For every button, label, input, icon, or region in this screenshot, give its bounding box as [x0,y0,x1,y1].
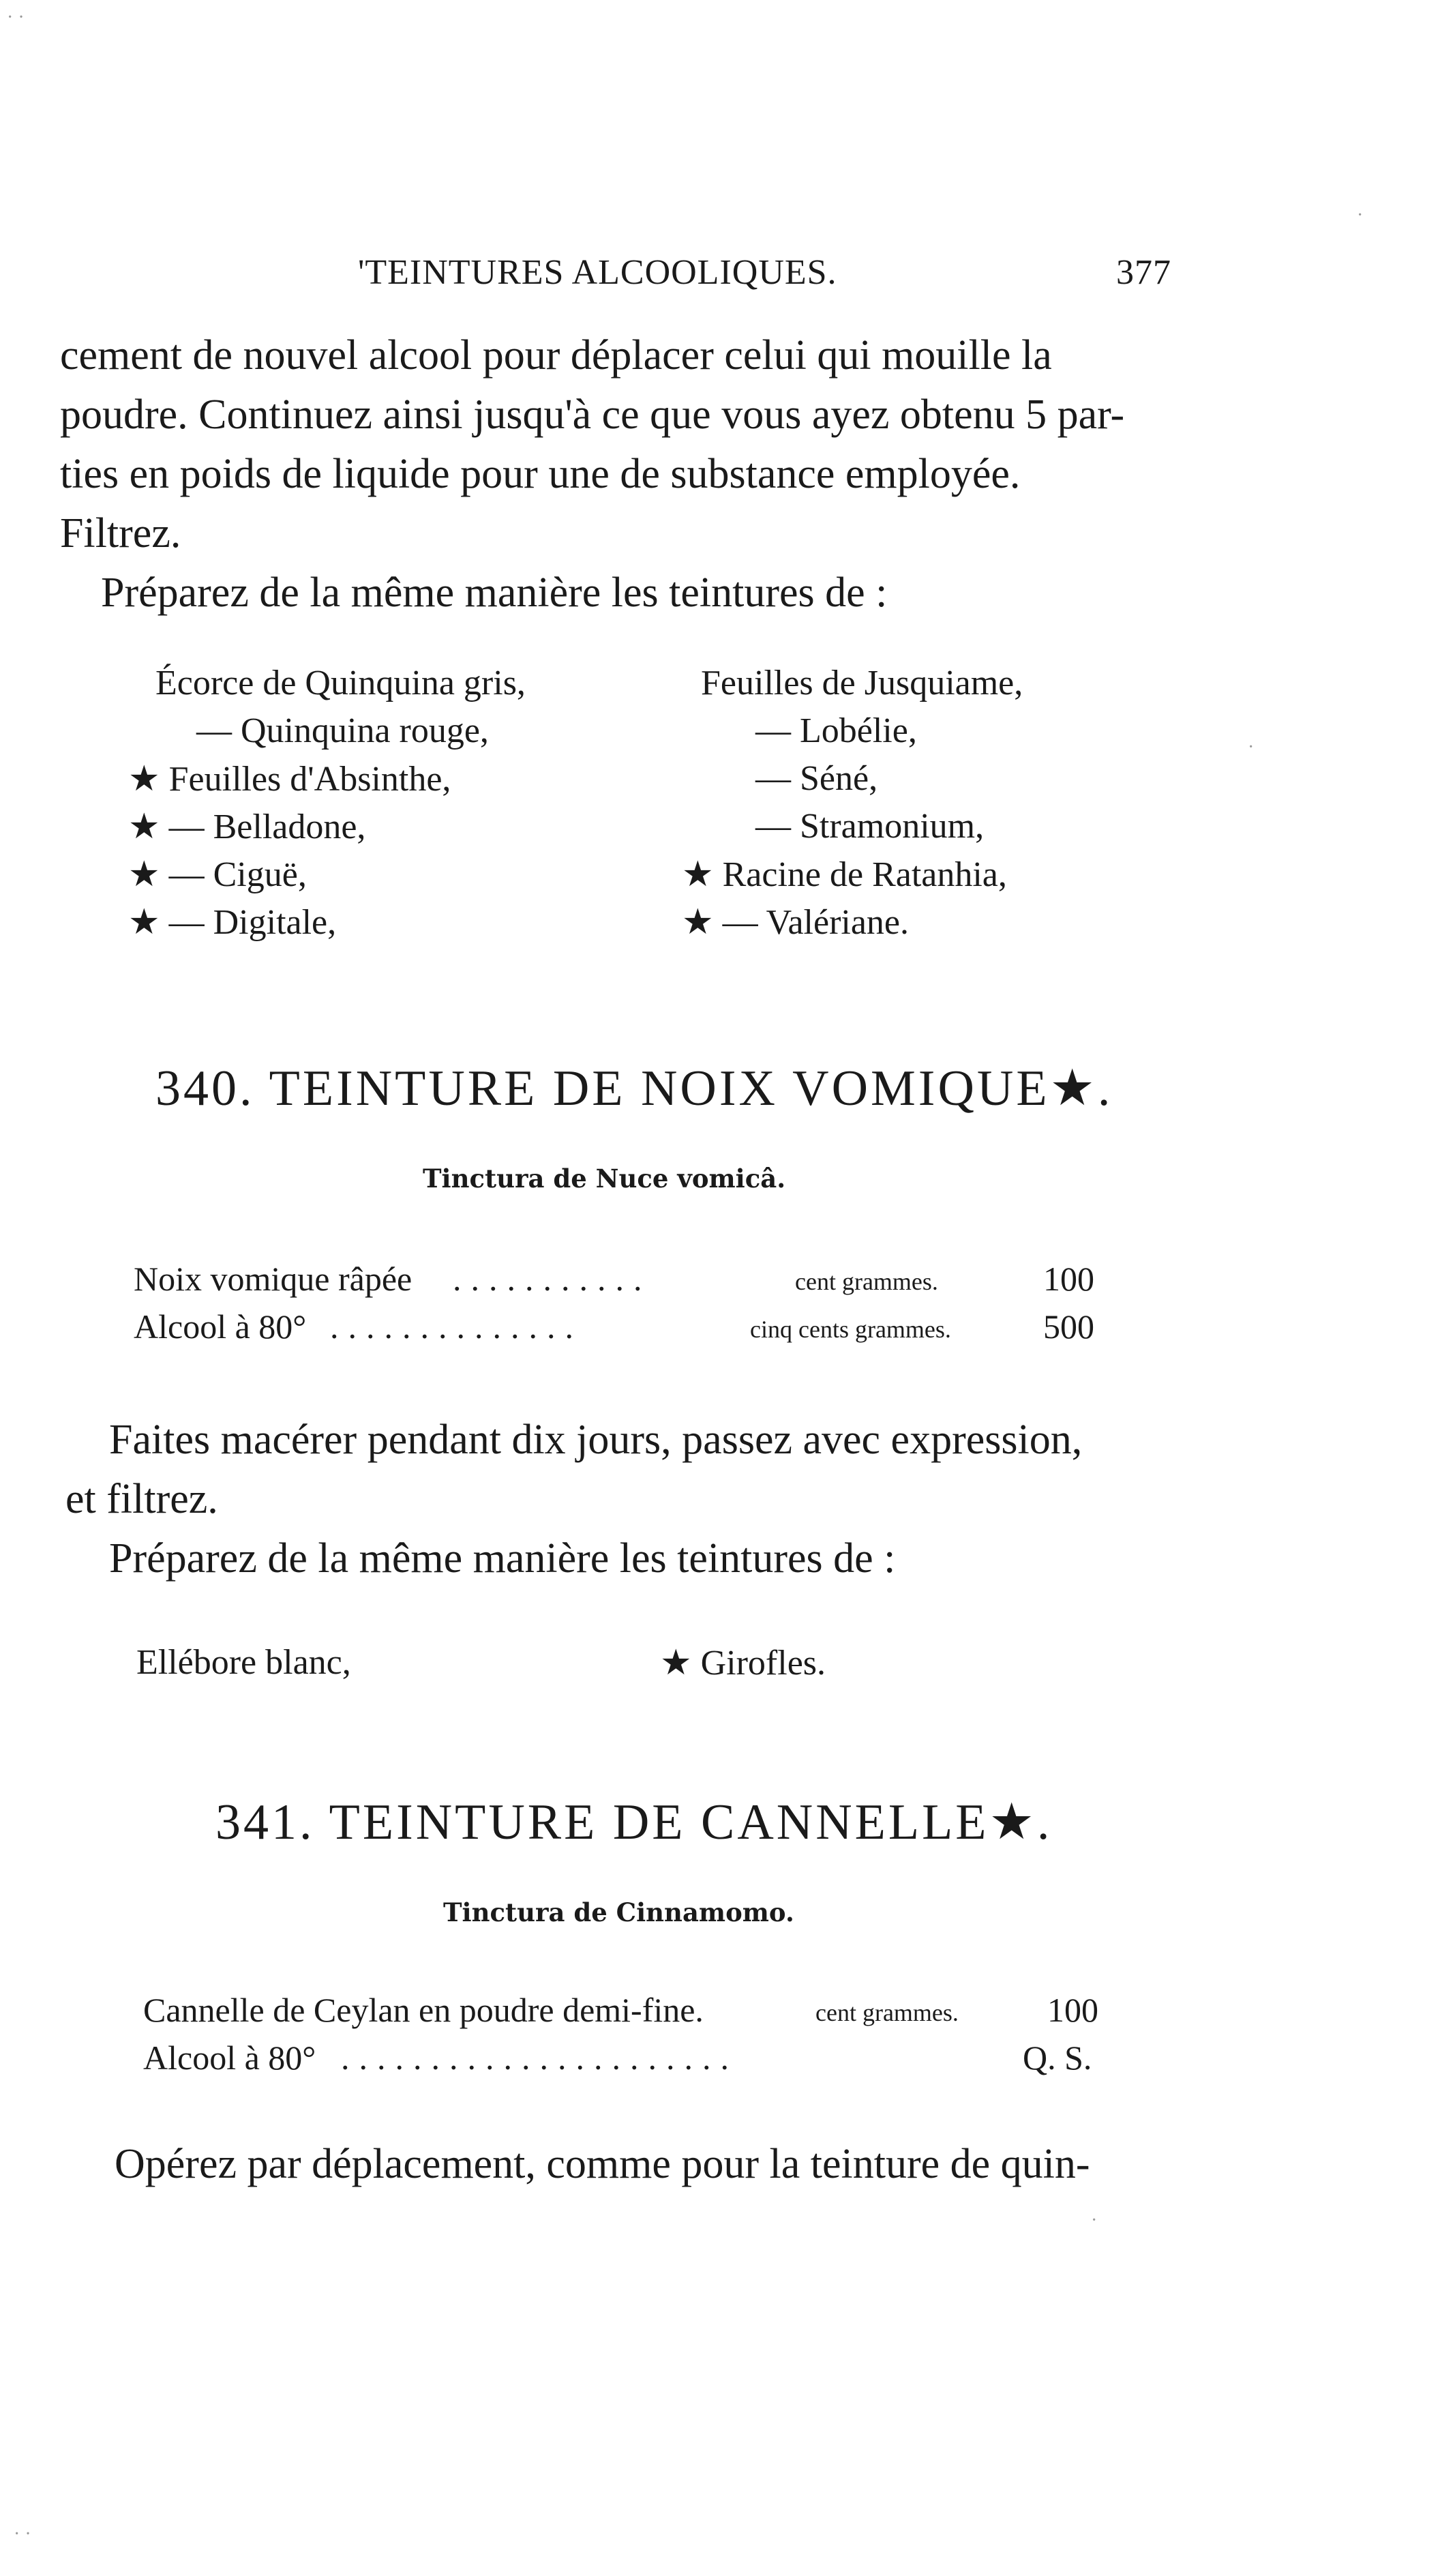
list-item: ★ Racine de Ratanhia, [682,855,1007,894]
list-item: Feuilles de Jusquiame, [701,664,1023,702]
scan-speck: · [1357,205,1364,226]
recipe-unit: cent grammes. [795,1268,938,1295]
list-item: ★ Feuilles d'Absinthe, [128,760,451,799]
section-340-latin-title: Tinctura de Nuce vomicâ. [423,1164,786,1194]
running-title: 'TEINTURES ALCOOLIQUES. [358,253,837,292]
scan-speck: · · [7,7,25,28]
recipe-item: Alcool à 80° [134,1307,307,1346]
scan-speck: · · [14,2523,31,2545]
recipe-item: Noix vomique râpée [134,1260,412,1298]
list-item: Écorce de Quinquina gris, [155,664,526,702]
list-item: ★ — Belladone, [128,808,366,846]
intro-line-1: cement de nouvel alcool pour déplacer celui qui mouille la [60,332,1052,379]
intro-line-2: poudre. Continuez ainsi jusqu'à ce que vous ayez obtenu 5 par- [60,391,1125,438]
section-340-para-line-2: et filtrez. [65,1476,218,1522]
list-item: — Stramonium, [755,807,985,846]
recipe-leader: ...................... [341,2039,738,2077]
intro-line-3: ties en poids de liquide pour une de substance employée. [60,451,1021,497]
recipe-unit: cinq cents grammes. [750,1316,951,1343]
section-340-heading: 340. TEINTURE DE NOIX VOMIQUE★. [155,1061,1113,1116]
list-item: ★ — Digitale, [128,903,337,942]
recipe-quantity: 100 [1043,1260,1094,1298]
recipe-quantity: 500 [1043,1307,1094,1346]
page-number: 377 [1116,253,1171,292]
prepare-line-1: Préparez de la même manière les teintures de : [101,569,888,616]
scan-speck: · [1091,2210,1098,2231]
list-item: ★ — Ciguë, [128,855,307,894]
list-item: ★ Girofles. [660,1644,826,1683]
section-340-prepare-line: Préparez de la même manière les teintures de : [109,1535,896,1582]
list-item: Ellébore blanc, [136,1643,351,1682]
recipe-item: Alcool à 80° [143,2039,316,2077]
recipe-item: Cannelle de Ceylan en poudre demi-fine. [143,1991,704,2029]
list-item: — Quinquina rouge, [196,711,489,750]
recipe-leader: ........... [453,1260,652,1298]
list-item: ★ — Valériane. [682,903,909,942]
section-341-latin-title: Tinctura de Cinnamomo. [443,1897,794,1927]
intro-line-4: Filtrez. [60,510,181,557]
recipe-quantity: 100 [1047,1991,1098,2029]
section-341-heading: 341. TEINTURE DE CANNELLE★. [215,1794,1053,1850]
recipe-unit: cent grammes. [815,1999,959,2026]
recipe-quantity: Q. S. [1023,2039,1092,2077]
list-item: — Séné, [755,759,878,798]
scan-speck: · [1248,737,1255,758]
recipe-leader: .............. [330,1307,583,1346]
section-340-para-line-1: Faites macérer pendant dix jours, passez avec expression, [109,1417,1083,1463]
list-item: — Lobélie, [755,711,917,750]
section-341-para: Opérez par déplacement, comme pour la teinture de quin- [115,2141,1090,2187]
